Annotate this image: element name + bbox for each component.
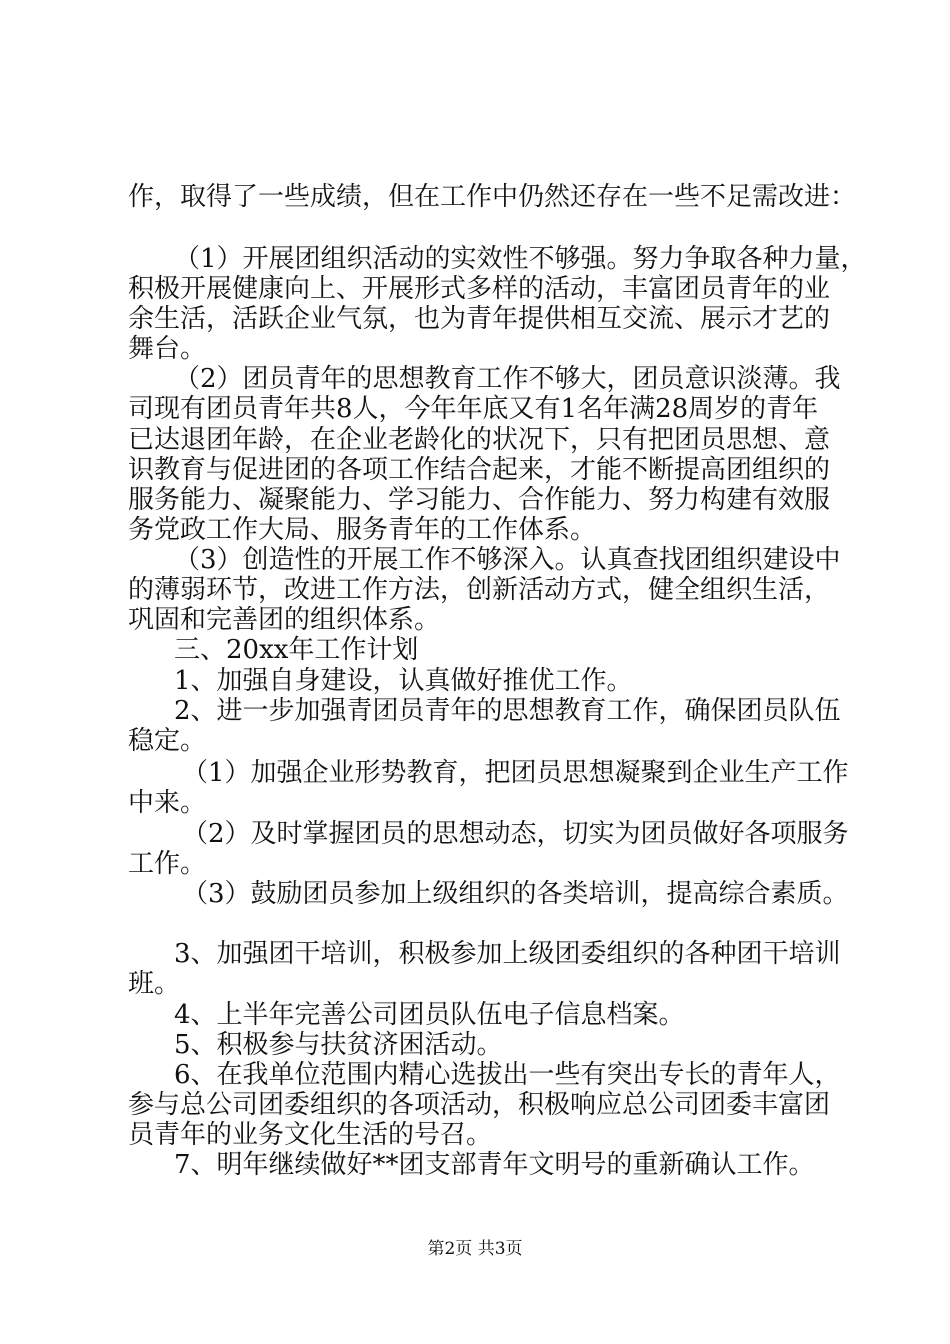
body-line: 3、加强团干培训，积极参加上级团委组织的各种团干培训 — [174, 939, 841, 969]
body-line: 作，取得了一些成绩，但在工作中仍然还存在一些不足需改进： — [128, 182, 857, 212]
body-line: 7、明年继续做好**团支部青年文明号的重新确认工作。 — [174, 1150, 815, 1180]
body-line: 1、加强自身建设，认真做好推优工作。 — [174, 666, 633, 696]
body-line: 巩固和完善团的组织体系。 — [128, 605, 441, 635]
body-line: （1）开展团组织活动的实效性不够强。努力争取各种力量， — [174, 244, 867, 274]
body-line: 务党政工作大局、服务青年的工作体系。 — [128, 515, 597, 545]
body-line: 工作。 — [128, 849, 207, 879]
section-heading: 三、20xx年工作计划 — [174, 635, 419, 665]
body-line: 余生活，活跃企业气氛，也为青年提供相互交流、展示才艺的 — [128, 304, 831, 334]
body-line: 5、积极参与扶贫济困活动。 — [174, 1030, 503, 1060]
body-line: 识教育与促进团的各项工作结合起来，才能不断提高团组织的 — [128, 455, 831, 485]
body-line: （1）加强企业形势教育，把团员思想凝聚到企业生产工作 — [182, 758, 849, 788]
body-line: 员青年的业务文化生活的号召。 — [128, 1120, 493, 1150]
body-line: 积极开展健康向上、开展形式多样的活动，丰富团员青年的业 — [128, 274, 831, 304]
body-line: （2）及时掌握团员的思想动态，切实为团员做好各项服务 — [182, 819, 849, 849]
body-line: 参与总公司团委组织的各项活动，积极响应总公司团委丰富团 — [128, 1090, 831, 1120]
body-line: （3）创造性的开展工作不够深入。认真查找团组织建设中 — [174, 545, 841, 575]
body-line: （3）鼓励团员参加上级组织的各类培训，提高综合素质。 — [182, 879, 849, 909]
body-line: 6、在我单位范围内精心选拔出一些有突出专长的青年人， — [174, 1060, 841, 1090]
body-line: （2）团员青年的思想教育工作不够大，团员意识淡薄。我 — [174, 364, 841, 394]
body-line: 的薄弱环节，改进工作方法，创新活动方式，健全组织生活， — [128, 575, 831, 605]
body-line: 舞台。 — [128, 334, 207, 364]
body-line: 稳定。 — [128, 726, 207, 756]
body-line: 班。 — [128, 969, 181, 999]
body-line: 中来。 — [128, 788, 207, 818]
page-footer: 第2页 共3页 — [427, 1239, 523, 1259]
body-line: 已达退团年龄，在企业老龄化的状况下，只有把团员思想、意 — [128, 425, 831, 455]
body-line: 服务能力、凝聚能力、学习能力、合作能力、努力构建有效服 — [128, 485, 831, 515]
body-line: 司现有团员青年共8人，今年年底又有1名年满28周岁的青年 — [128, 394, 819, 424]
body-line: 4、上半年完善公司团员队伍电子信息档案。 — [174, 1000, 685, 1030]
body-line: 2、进一步加强青团员青年的思想教育工作，确保团员队伍 — [174, 696, 841, 726]
